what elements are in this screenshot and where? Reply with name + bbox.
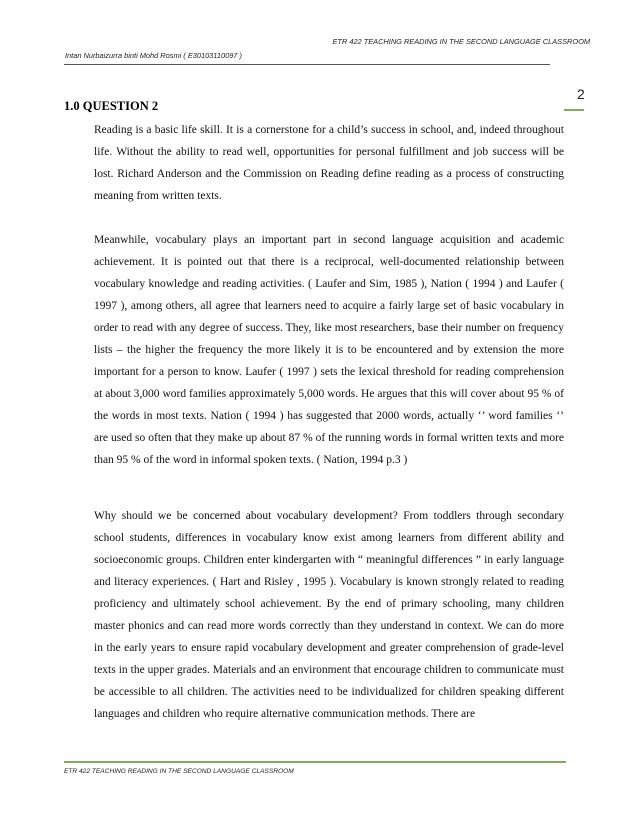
header-divider — [64, 64, 550, 65]
footer-divider — [64, 761, 566, 763]
header-author: Intan Nurbaizurra binti Mohd Rosmi ( E30103110097 ) — [65, 51, 242, 60]
section-title: 1.0 QUESTION 2 — [64, 99, 159, 113]
page-number: 2 — [577, 86, 585, 102]
page-number-underline — [564, 109, 584, 111]
header-course-title: ETR 422 TEACHING READING IN THE SECOND LANGUAGE CLASSROOM — [332, 37, 590, 46]
paragraph-reading-life-skill: Reading is a basic life skill. It is a cornerstone for a child’s success in school, and, indeed throughout life. Without the ability to read well, opportunities for personal fulfillment and job success will be lost. Richard Anderson and the Commission on Reading define reading as a process of constructing meaning from written texts. — [94, 124, 564, 202]
paragraph-vocabulary-development: Why should we be concerned about vocabulary development? From toddlers through secondary school students, differences in vocabulary know exist among learners from different ability and socioeconomic groups. Children enter kindergarten with “ meaningful differences ” in early language and literacy experiences. ( Hart and Risley , 1995 ). Vocabulary is known strongly related to reading proficiency and ultimately school achievement. By the end of primary schooling, many children master phonics and can read more words correctly than they understand in context. We can do more in the early years to ensure rapid vocabulary development and greater comprehension of grade-level texts in the upper grades. Materials and an environment that encourage children to communicate must be accessible to all children. The activities need to be individualized for children speaking different languages and children who require alternative communication methods. There are — [94, 510, 564, 720]
paragraph-vocabulary-acquisition: Meanwhile, vocabulary plays an important part in second language acquisition and academic achievement. It is pointed out that there is a reciprocal, well-documented relationship between vocabulary knowledge and reading activities. ( Laufer and Sim, 1985 ), Nation ( 1994 ) and Laufer ( 1997 ), among others, all agree that learners need to acquire a fairly large set of basic vocabulary in order to read with any degree of success. They, like most researchers, base their number on frequency lists – the higher the frequency the more likely it is to be encountered and by extension the more important for a person to know. Laufer ( 1997 ) sets the lexical threshold for reading comprehension at about 3,000 word families approximately 5,000 words. He argues that this will cover about 95 % of the words in most texts. Nation ( 1994 ) has suggested that 2000 words, actually ‘’ word families ‘’ are used so often that they make up about 87 % of the running words in formal written texts and more than 95 % of the word in informal spoken texts. ( Nation, 1994 p.3 ) — [94, 234, 564, 466]
footer-course-title: ETR 422 TEACHING READING IN THE SECOND LANGUAGE CLASSROOM — [64, 768, 294, 775]
